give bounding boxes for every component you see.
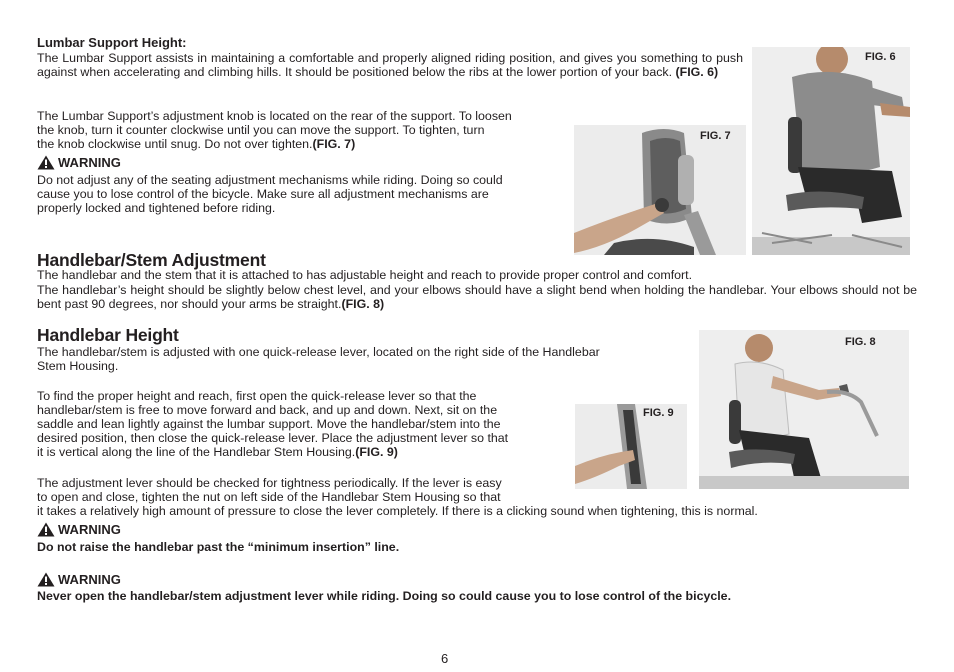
figure-6-lumbar-position-photo (752, 47, 910, 255)
warning-label-text: WARNING (58, 155, 121, 170)
lumbar-para1-text: The Lumbar Support assists in maintaining a comfortable and properly aligned riding position, and gives you something to push against when accelerating and climbing hills. It should be positioned below the ribs at the lower portion of your back. (37, 51, 743, 79)
fig8-reference: (FIG. 8) (341, 297, 385, 311)
fig6-reference: (FIG. 6) (675, 65, 719, 79)
height-para3-line: it takes a relatively high amount of pressure to close the lever completely. If there is a clicking sound when tightening, this is normal. (37, 504, 758, 518)
lumbar-para2-line: the knob clockwise until snug. Do not over tighten.(FIG. 7) (37, 137, 356, 151)
fig9-label: FIG. 9 (643, 407, 674, 419)
lumbar-warning-line: cause you to lose control of the bicycle. Make sure all adjustment mechanisms are (37, 187, 489, 201)
fig8-label: FIG. 8 (845, 336, 876, 348)
lumbar-paragraph-1 (37, 51, 743, 79)
lumbar-heading-colon: : (182, 35, 187, 50)
lumbar-heading-text: Lumbar Support Height (37, 35, 183, 50)
lumbar-warning-line: properly locked and tightened before riding. (37, 201, 276, 215)
rider-handlebar-illustration (699, 330, 909, 489)
handlebar-height-heading: Handlebar Height (37, 325, 179, 345)
height-para2-line: handlebar/stem is free to move forward and back, and up and down. Next, sit on the (37, 403, 498, 417)
warning-label-text: WARNING (58, 572, 121, 587)
height-warning-2-text: Never open the handlebar/stem adjustment lever while riding. Doing so could cause you to lose control of the bicycle. (37, 589, 732, 603)
height-warning-2-label (37, 572, 121, 587)
height-para2-line: it is vertical along the line of the Handlebar Stem Housing.(FIG. 9) (37, 445, 398, 459)
warning-triangle-icon (37, 522, 55, 537)
fig9-reference: (FIG. 9) (355, 445, 398, 459)
height-paragraph-2 (37, 389, 577, 459)
figure-8-handlebar-position-photo (699, 330, 909, 489)
height-para2-line: saddle and lean lightly against the lumbar support. Move the handlebar/stem into the (37, 417, 501, 431)
lumbar-support-heading (37, 35, 187, 50)
warning-triangle-icon (37, 155, 55, 170)
height-para3-line: The adjustment lever should be checked for tightness periodically. If the lever is easy (37, 476, 502, 490)
lumbar-para2-line: The Lumbar Support’s adjustment knob is located on the rear of the support. To loosen (37, 109, 512, 123)
fig6-label: FIG. 6 (865, 51, 896, 63)
height-warning-1-label (37, 522, 121, 537)
lumbar-para2-line: the knob, turn it counter clockwise until you can move the support. To tighten, turn (37, 123, 485, 137)
stem-para2-text: The handlebar’s height should be slightly below chest level, and your elbows should have a slight bend when holding the handlebar. Your elbows should not be bent past 90 degrees, nor should your arms be straight. (37, 283, 917, 311)
fig7-reference: (FIG. 7) (312, 137, 356, 151)
height-para2-line: desired position, then close the quick-release lever. Place the adjustment lever so that (37, 431, 509, 445)
height-warning-1-text: Do not raise the handlebar past the “minimum insertion” line. (37, 540, 400, 554)
handlebar-stem-heading: Handlebar/Stem Adjustment (37, 250, 266, 270)
lumbar-warning-line: Do not adjust any of the seating adjustment mechanisms while riding. Doing so could (37, 173, 503, 187)
lumbar-warning-text (37, 173, 577, 215)
height-para2-line: To find the proper height and reach, first open the quick-release lever so that the (37, 389, 477, 403)
stem-paragraph-1: The handlebar and the stem that it is attached to has adjustable height and reach to provide proper control and comfort. (37, 268, 693, 282)
height-para1-line: Stem Housing. (37, 359, 119, 373)
figure-7-lumbar-knob-photo (574, 125, 746, 255)
height-para1-line: The handlebar/stem is adjusted with one quick-release lever, located on the right side of the Handlebar (37, 345, 600, 359)
warning-triangle-icon (37, 572, 55, 587)
height-para3-line: to open and close, tighten the nut on left side of the Handlebar Stem Housing so that (37, 490, 501, 504)
lumbar-paragraph-2 (37, 109, 577, 151)
lumbar-warning-label (37, 155, 121, 170)
lumbar-knob-illustration (574, 125, 746, 255)
height-paragraph-1 (37, 345, 677, 373)
rider-lumbar-illustration (752, 47, 910, 255)
figure-9-lever-photo (575, 404, 687, 489)
stem-paragraph-2 (37, 283, 917, 311)
warning-label-text: WARNING (58, 522, 121, 537)
fig7-label: FIG. 7 (700, 130, 731, 142)
page-number: 6 (441, 651, 449, 666)
